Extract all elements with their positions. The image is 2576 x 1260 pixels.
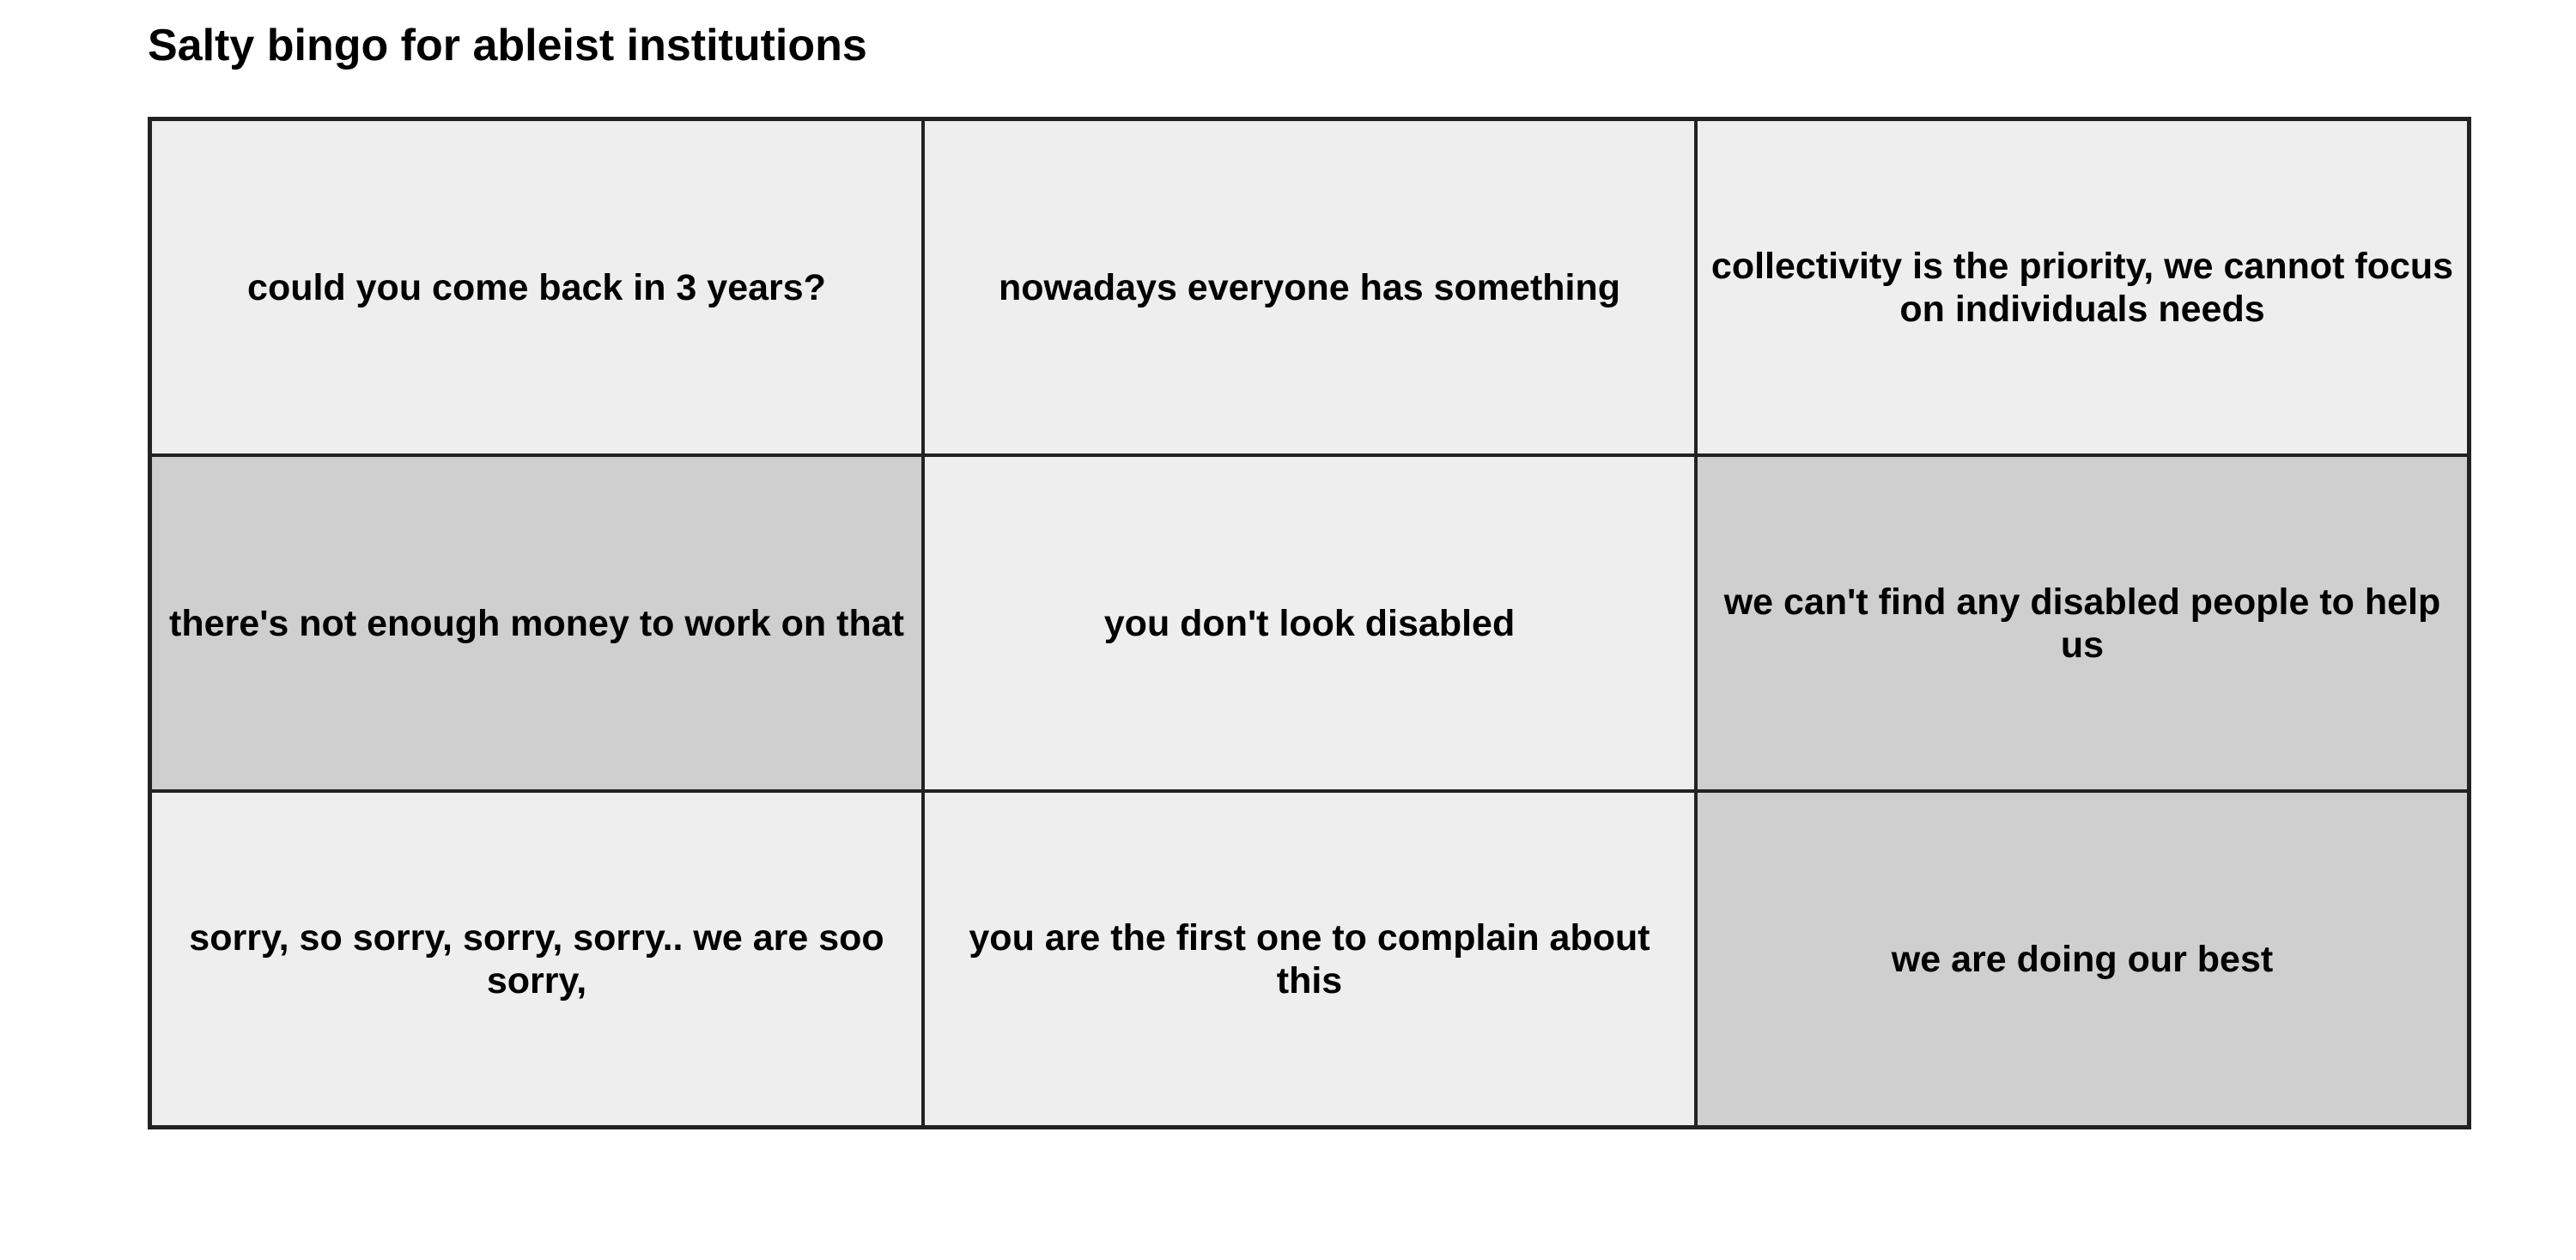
- bingo-cell-r2c1[interactable]: there's not enough money to work on that: [152, 457, 921, 789]
- bingo-cell-r1c1[interactable]: could you come back in 3 years?: [152, 121, 921, 453]
- bingo-cell-r3c1[interactable]: sorry, so sorry, sorry, sorry.. we are soo sorry,: [152, 793, 921, 1125]
- bingo-cell-r1c3[interactable]: collectivity is the priority, we cannot focus on individuals needs: [1698, 121, 2467, 453]
- bingo-cell-r2c3[interactable]: we can't find any disabled people to help us: [1698, 457, 2467, 789]
- bingo-cell-r1c2[interactable]: nowadays everyone has something: [925, 121, 1694, 453]
- page-title: Salty bingo for ableist institutions: [148, 21, 867, 70]
- bingo-cell-r3c2[interactable]: you are the first one to complain about this: [925, 793, 1694, 1125]
- bingo-cell-r3c3[interactable]: we are doing our best: [1698, 793, 2467, 1125]
- bingo-cell-r2c2[interactable]: you don't look disabled: [925, 457, 1694, 789]
- bingo-grid: [148, 117, 2471, 1129]
